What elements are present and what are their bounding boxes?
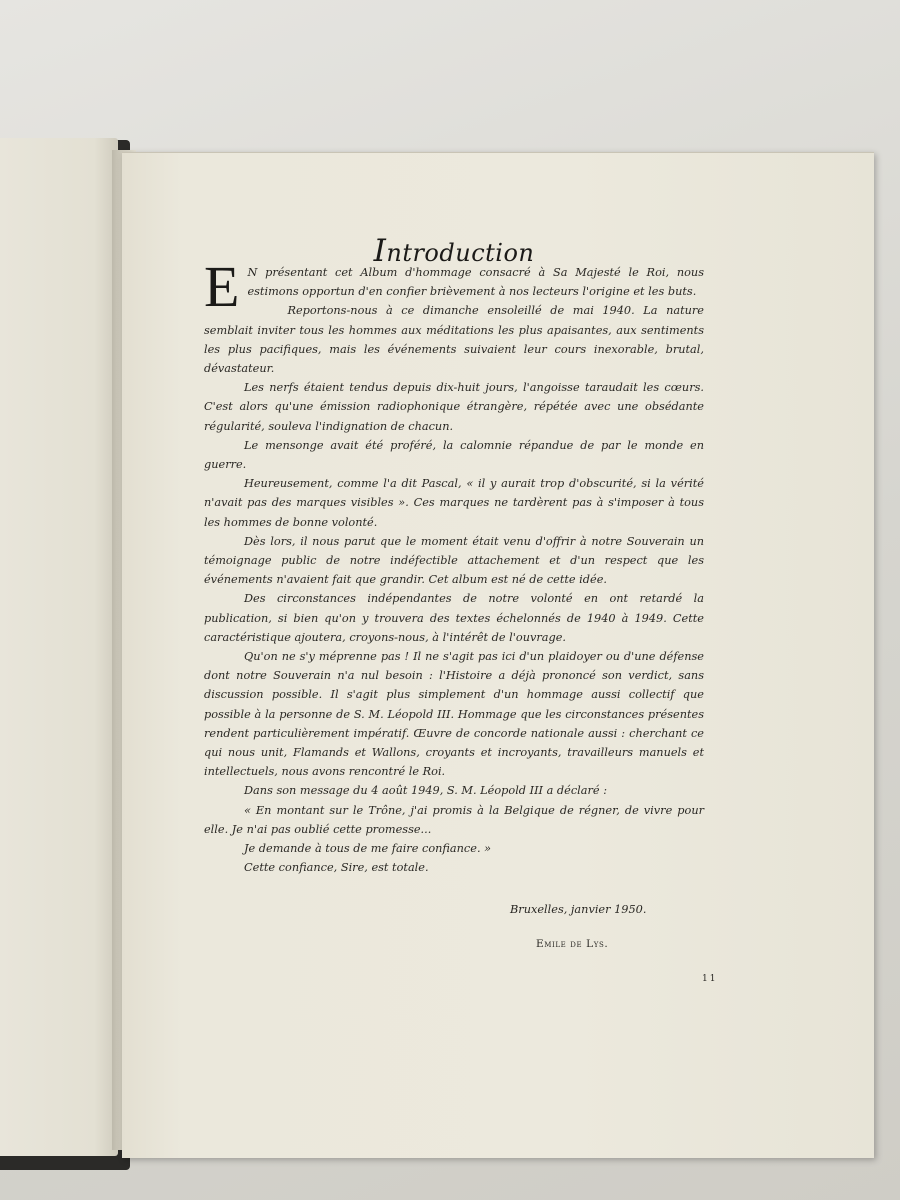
- author-signature: Emile de Lys.: [536, 938, 609, 950]
- paragraph: Qu'on ne s'y méprenne pas ! Il ne s'agit pas ici d'un plaidoyer ou d'une défense dont notre Souverain n'a nul besoin : l'Histoire a déjà prononcé son verdict, sans discussion possible. Il s'agit plus simplement d'un hommage aussi collectif que possible à la personne de S. M. Léopold III. Hommage que les circonstances présentes rendent particulièrement impératif. Œuvre de concorde nationale aussi : cherchant ce qui nous unit, Flamands et Wallons, croyants et incroyants, travailleurs manuels et intellectuels, nous avons rencontré le Roi.: [204, 650, 704, 779]
- opening-text: N présentant cet Album d'hommage consacré à Sa Majesté le Roi, nous estimons opportun d'en confier brièvement à nos lecteurs l'origine et les buts.: [247, 266, 704, 299]
- left-page: [0, 138, 118, 1156]
- title-initial: I: [373, 233, 387, 269]
- quote-paragraph: « En montant sur le Trône, j'ai promis à la Belgique de régner, de vivre pour elle. Je n'ai pas oublié cette promesse...: [204, 803, 704, 836]
- paragraph: Dans son message du 4 août 1949, S. M. Léopold III a déclaré :: [244, 784, 608, 798]
- closing-paragraph: Cette confiance, Sire, est totale.: [244, 861, 429, 875]
- paragraph: Les nerfs étaient tendus depuis dix-huit jours, l'angoisse taraudait les cœurs. C'est alors qu'une émission radiophonique étrangère, répétée avec une obsédante régularité, souleva l'indignation de chacun.: [204, 381, 704, 433]
- page-number: 11: [702, 974, 718, 984]
- quote-paragraph: Je demande à tous de me faire confiance. »: [244, 842, 492, 856]
- title-rest: ntroduction: [386, 239, 535, 267]
- paragraph: Heureusement, comme l'a dit Pascal, « il y aurait trop d'obscurité, si la vérité n'avait pas des marques visibles ». Ces marques ne tardèrent pas à s'imposer à tous les hommes de bonne volonté.: [204, 477, 704, 529]
- book-page: [122, 152, 874, 1158]
- place-date: Bruxelles, janvier 1950.: [510, 903, 647, 916]
- paragraph: Dès lors, il nous parut que le moment était venu d'offrir à notre Souverain un témoignage public de notre indéfectible attachement et d'un respect que les événements n'avaient fait que grandir. Cet album est né de cette idée.: [204, 534, 704, 587]
- body-text: [204, 254, 704, 878]
- paragraph: Des circonstances indépendantes de notre volonté en ont retardé la publication, si bien qu'on y trouvera des textes échelonnés de 1940 à 1949. Cette caractéristique ajoutera, croyons-nous, à l'intérêt de l'ouvrage.: [204, 592, 704, 644]
- paragraph: Le mensonge avait été proféré, la calomnie répandue de par le monde en guerre.: [204, 438, 704, 472]
- opening-paragraph: [204, 254, 704, 319]
- drop-cap: E: [204, 254, 240, 319]
- paragraph: Reportons-nous à ce dimanche ensoleillé de mai 1940. La nature semblait inviter tous les hommes aux méditations les plus apaisantes, aux sentiments les plus pacifiques, mais les événements suivaient leur cours inexorable, brutal, dévastateur.: [204, 304, 704, 376]
